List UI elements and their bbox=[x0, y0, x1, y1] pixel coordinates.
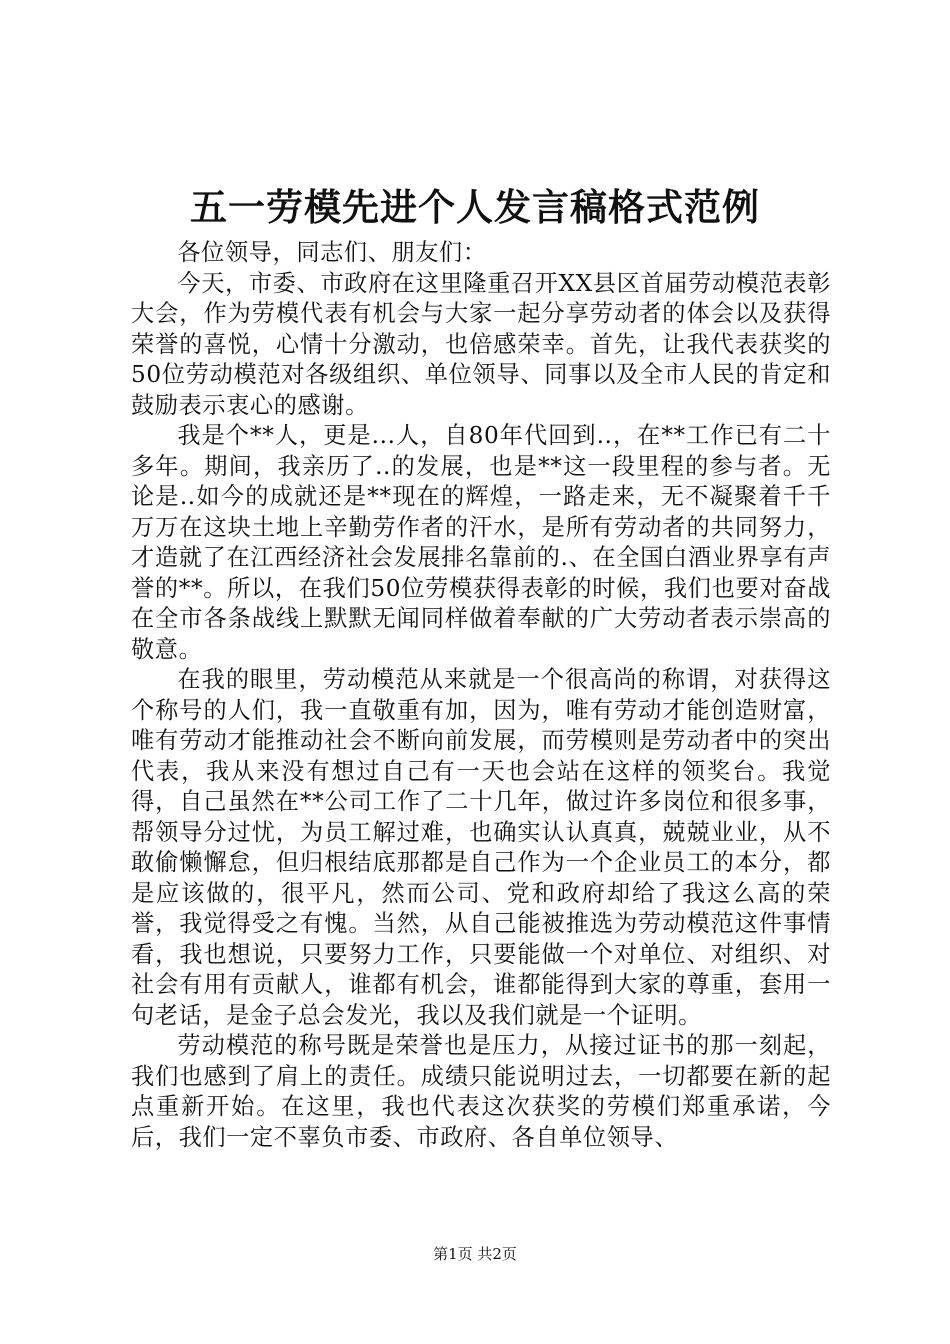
page-footer: 第1页 共2页 bbox=[433, 1245, 517, 1263]
paragraph-2: 我是个**人，更是...人，自80年代回到..，在**工作已有二十多年。期间，我亲历了..的发展，也是**这一段里程的参与者。无论是..如今的成就还是**现在的辉煌，一路走来，无不凝聚着千千万万在这块土地上辛勤劳作者的汗水，是所有劳动者的共同努力，才造就了在江西经济社会发展排名靠前的.、在全国白酒业界享有声誉的**。所以，在我们50位劳模获得表彰的时候，我们也要对奋战在全市各条战线上默默无闻同样做着奉献的广大劳动者表示崇高的敬意。 bbox=[131, 422, 831, 663]
document-title: 五一劳模先进个人发言稿格式范例 bbox=[190, 185, 760, 229]
paragraph-1: 今天，市委、市政府在这里隆重召开XX县区首届劳动模范表彰大会，作为劳模代表有机会与大家一起分享劳动者的体会以及获得荣誉的喜悦，心情十分激动，也倍感荣幸。首先，让我代表获奖的50位劳动模范对各级组织、单位领导、同事以及全市人民的肯定和鼓励表示衷心的感谢。 bbox=[131, 269, 831, 419]
paragraph-4: 劳动模范的称号既是荣誉也是压力，从接过证书的那一刻起，我们也感到了肩上的责任。成绩只能说明过去，一切都要在新的起点重新开始。在这里，我也代表这次获奖的劳模们郑重承诺，今后，我们一定不辜负市委、市政府、各自单位领导、 bbox=[131, 1032, 831, 1151]
salutation: 各位领导，同志们、朋友们： bbox=[177, 239, 487, 266]
document-body bbox=[131, 238, 831, 1153]
paragraph-3: 在我的眼里，劳动模范从来就是一个很高尚的称谓，对获得这个称号的人们，我一直敬重有加，因为，唯有劳动才能创造财富，唯有劳动才能推动社会不断向前发展，而劳模则是劳动者中的突出代表，我从来没有想过自己有一天也会站在这样的领奖台。我觉得，自己虽然在**公司工作了二十几年，做过许多岗位和很多事，帮领导分过忧，为员工解过难，也确实认认真真，兢兢业业，从不敢偷懒懈怠，但归根结底那都是自己作为一个企业员工的本分，都是应该做的，很平凡，然而公司、党和政府却给了我这么高的荣誉，我觉得受之有愧。当然，从自己能被推选为劳动模范这件事情看，我也想说，只要努力工作，只要能做一个对单位、对组织、对社会有用有贡献人，谁都有机会，谁都能得到大家的尊重，套用一句老话，是金子总会发光，我以及我们就是一个证明。 bbox=[131, 666, 831, 1029]
